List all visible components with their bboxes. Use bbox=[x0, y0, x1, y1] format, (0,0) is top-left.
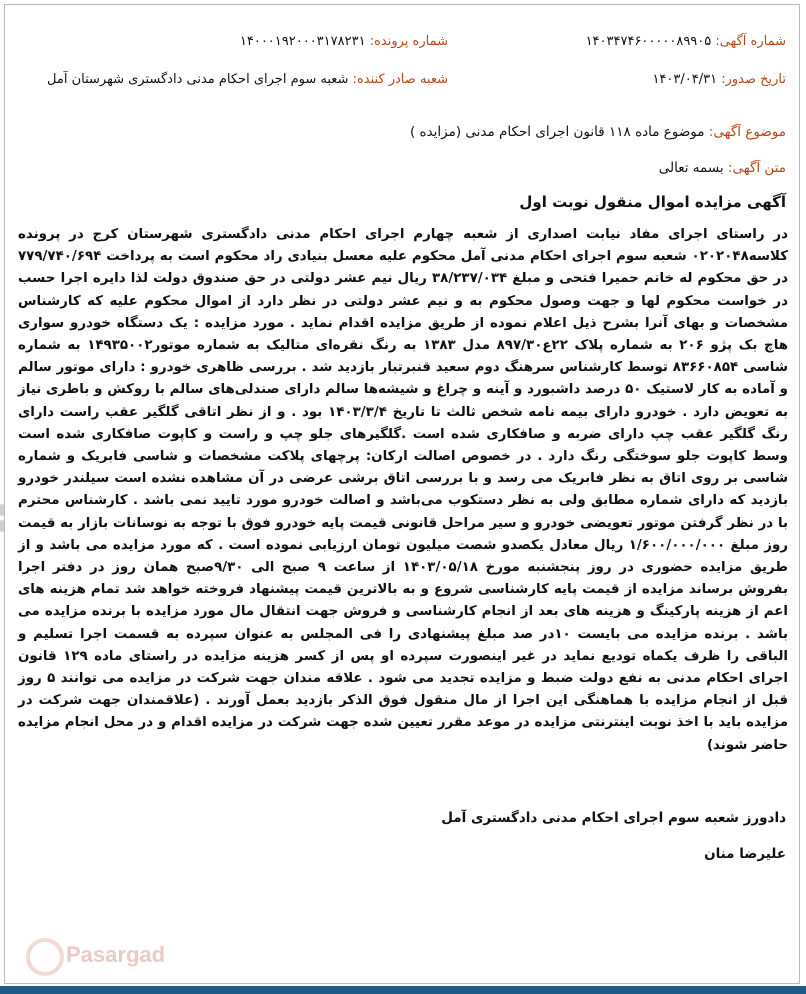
subject-value: موضوع ماده ۱۱۸ قانون اجرای احکام مدنی (مزایده ) bbox=[409, 124, 705, 140]
notice-body: در راستای اجرای مفاد نیابت اصداری از شعبه چهارم اجرای احکام مدنی دادگستری شهرستان کرج در پرونده کلاسه۰۲۰۲۰۴۸ شعبه سوم اجرای احکام مدنی آمل محکوم علیه معسل بنیادی راد محکوم است به پرداخت ۷۷۹/۷۴۰/۶۹۴ در حق محکوم له خانم حمیرا فتحی و مبلغ ۳۸/۲۳۷/۰۳۴ ریال نیم عشر دولتی در حق صندوق دولت لذا دایره اجرا حسب در خواست محکوم لها و جهت وصول محکوم به و نیم عشر دولتی در نظر دارد از اموال محکوم علیه که کارشناس مشخصات و بهای آنرا بشرح ذیل اعلام نموده از طریق مزایده اقدام نماید . مورد مزایده : یک دستگاه خودرو سواری هاچ بک پژو ۲۰۶ به شماره پلاک ۲۲ع۸۹۷/۳۰ مدل ۱۳۸۳ به رنگ نقره‌ای متالیک به شماره موتور۱۴۹۳۵۰۰۲ به شماره شاسی ۸۳۶۶۰۸۵۴ توسط کارشناس سرهنگ دوم سعید قنبرتبار بازدید شد . بررسی ظاهری خودرو : دارای موتور سالم و آماده به کار لاستیک ۵۰ درصد داشبورد و آینه و چراغ و شیشه‌ها سالم دارای صندلی‌های سالم با روکش و باطری نیاز به تعویض دارد . خودرو دارای بیمه نامه شخص ثالث تا تاریخ ۱۴۰۳/۳/۴ بود . و از نظر اتاقی گلگیر عقب راست دارای رنگ گلگیر عقب چپ دارای ضربه و صافکاری شده است .گلگیرهای جلو چپ و راست و کاپوت صافکاری شده است وسط کاپوت جلو سوختگی رنگ دارد . در خصوص اصالت ارکان: پرچهای پلاکت مشخصات و شاسی فابریک و شماره شاسی بر روی اتاق به نظر فابریک می رسد و با بررسی اتاق برشی عرضی در آن مشاهده نشده است سیلندر خودرو بازدید که دارای شماره مطابق ولی به نظر دستکوب می‌باشد و اصالت خودرو مورد تایید نمی باشد . کارشناس محترم با در نظر گرفتن موتور تعویضی خودرو و سیر مراحل قانونی قیمت پایه خودرو فوق با توجه به نوسانات بازار به قیمت روز مبلغ ۱/۶۰۰/۰۰۰/۰۰۰ ریال معادل یکصدو شصت میلیون تومان ارزیابی نموده است . که مورد مزایده می باشد و از طریق مزایده حضوری در روز پنجشنبه مورخ ۱۴۰۳/۰۵/۱۸ از ساعت ۹ صبح الی ۹/۳۰صبح همان روز در دفتر اجرا بفروش برساند مزایده از قیمت پایه کارشناسی شروع و به بالاترین قیمت پیشنهاد فروخته خواهد شد تمام هزینه های اعم از هزینه پارکینگ و هزینه های بعد از انجام کارشناسی و فروش جهت انتقال مال مورد مزایده با برنده مزایده می باشد . برنده مزایده می بایست ۱۰در صد مبلغ پیشنهادی را فی المجلس به عنوان سپرده به قسمت اجرا تسلیم و الباقی را ظرف یکماه تودیع نماید در غیر اینصورت سپرده او پس از کسر هزینه مزایده در راستای ماده ۱۲۹ قانون اجرای احکام مدنی به نفع دولت ضبط و مزایده تجدید می شود . علاقه مندان جهت شرکت در مزایده می توانند ۵ روز قبل از انجام مزایده با هماهنگی این اجرا از مال منقول فوق الذکر بازدید بعمل آورند . (علاقمندان جهت شرکت در مزایده باید با اخذ نوبت اینترنتی مزایده در موعد مقرر تعیین شده جهت شرکت در مزایده اقدام و در محل انجام مزایده حاضر شوند) bbox=[18, 227, 789, 753]
scroll-marker bbox=[0, 500, 6, 560]
ad-number bbox=[586, 34, 786, 49]
signature-name: علیرضا منان bbox=[704, 846, 786, 862]
issuer-value: شعبه سوم اجرای احکام مدنی دادگستری شهرستان آمل bbox=[47, 72, 349, 87]
signature-title: دادورز شعبه سوم اجرای احکام مدنی دادگستری آمل bbox=[441, 810, 786, 826]
watermark-logo: Pasargad bbox=[66, 942, 166, 967]
case-number-label: شماره پرونده: bbox=[369, 34, 448, 49]
ad-number-value: ۱۴۰۳۴۷۴۶۰۰۰۰۰۸۹۹۰۵ bbox=[585, 34, 712, 49]
ad-text-value: بسمه تعالی bbox=[658, 160, 724, 176]
ad-text-line bbox=[659, 160, 786, 176]
subject-label: موضوع آگهی: bbox=[708, 124, 786, 140]
case-number-value: ۱۴۰۰۰۱۹۲۰۰۰۳۱۷۸۲۳۱ bbox=[239, 34, 366, 49]
issue-date-value: ۱۴۰۳/۰۴/۳۱ bbox=[652, 72, 718, 87]
issue-date-label: تاریخ صدور: bbox=[721, 72, 786, 87]
bottom-bar bbox=[0, 986, 806, 994]
subject-line bbox=[410, 124, 786, 140]
ad-number-label: شماره آگهی: bbox=[715, 34, 786, 49]
watermark-logo-icon bbox=[26, 938, 64, 976]
issuer bbox=[47, 72, 448, 87]
notice-title: آگهی مزایده اموال منقول نوبت اول bbox=[519, 193, 786, 211]
issuer-label: شعبه صادر کننده: bbox=[352, 72, 448, 87]
ad-text-label: متن آگهی: bbox=[727, 160, 786, 176]
issue-date bbox=[652, 72, 786, 87]
case-number bbox=[240, 34, 448, 49]
